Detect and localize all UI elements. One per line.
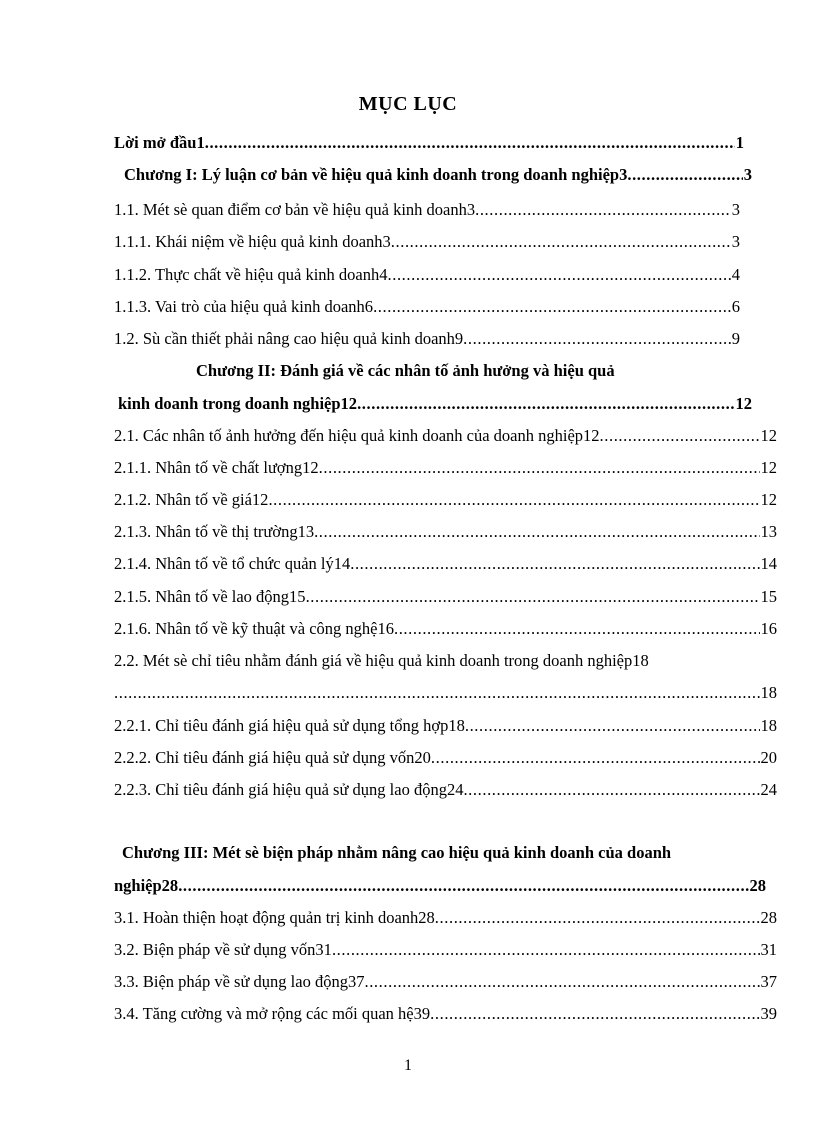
toc-entry-label: 1.1.1. Khái niệm về hiệu quả kinh doanh3	[114, 232, 391, 251]
toc-leader-dots	[431, 748, 760, 768]
toc-leader-dots	[178, 876, 748, 896]
toc-entry-chapter-3[interactable]	[114, 876, 766, 896]
toc-entry-2-2[interactable]	[114, 683, 777, 703]
toc-entry-label: 3.4. Tăng cường và mở rộng các mối quan hệ39	[114, 1004, 431, 1023]
toc-entry-2-1-6[interactable]	[114, 619, 777, 639]
page-number: 1	[404, 1057, 412, 1074]
toc-entry-page: 12	[760, 490, 777, 509]
toc-entry-page: 15	[760, 587, 777, 606]
toc-entry-page: 31	[760, 940, 777, 959]
toc-entry-2-2-3[interactable]	[114, 780, 777, 800]
toc-entry-label: kinh doanh trong doanh nghiệp12	[118, 394, 358, 413]
toc-entry-label: 2.1.4. Nhân tố về tổ chức quản lý14	[114, 554, 351, 573]
toc-leader-dots	[350, 554, 759, 574]
toc-entry-label: Chương I: Lý luận cơ bản về hiệu quả kinh doanh trong doanh nghiệp3	[124, 165, 628, 184]
toc-entry-page: 12	[735, 394, 752, 413]
toc-entry-label: 2.1.2. Nhân tố về giá12	[114, 490, 269, 509]
toc-entry-1-1-3[interactable]	[114, 297, 740, 317]
toc-leader-dots	[627, 165, 742, 185]
toc-entry-2-1-5[interactable]	[114, 587, 777, 607]
toc-entry-label: 2.2.3. Chỉ tiêu đánh giá hiệu quả sử dụng lao động24	[114, 780, 464, 799]
page-title: MỤC LỤC	[358, 93, 458, 115]
toc-entry-chapter-2[interactable]	[118, 394, 752, 414]
toc-entry-label: 3.2. Biện pháp về sử dụng vốn31	[114, 940, 332, 959]
toc-entry-page: 9	[731, 329, 740, 348]
toc-entry-page: 18	[760, 683, 777, 702]
toc-entry-page: 37	[760, 972, 777, 991]
toc-entry-label: 2.2.1. Chỉ tiêu đánh giá hiệu quả sử dụng tổng hợp18	[114, 716, 465, 735]
toc-entry-label: 2.1.5. Nhân tố về lao động15	[114, 587, 306, 606]
toc-leader-dots	[475, 200, 731, 220]
toc-entry-label: 1.2. Sù cần thiết phải nâng cao hiệu quả kinh doanh9	[114, 329, 464, 348]
toc-entry-page: 24	[760, 780, 777, 799]
toc-entry-1-2[interactable]	[114, 329, 740, 349]
toc-entry-page: 28	[760, 908, 777, 927]
toc-entry-3-3[interactable]	[114, 972, 777, 992]
toc-entry-page: 12	[760, 426, 777, 445]
toc-entry-2-2-2[interactable]	[114, 748, 777, 768]
toc-leader-dots	[205, 133, 735, 153]
toc-entry-2-2-line-1[interactable]: 2.2. Mét sè chỉ tiêu nhằm đánh giá về hiệu quả kinh doanh trong doanh nghiệp18	[114, 651, 649, 670]
toc-entry-label: 1.1.3. Vai trò của hiệu quả kinh doanh6	[114, 297, 374, 316]
toc-leader-dots	[332, 940, 760, 960]
toc-entry-label: 2.1.6. Nhân tố về kỹ thuật và công nghệ16	[114, 619, 394, 638]
toc-entry-3-1[interactable]	[114, 908, 777, 928]
toc-entry-page: 3	[743, 165, 752, 184]
toc-entry-preface[interactable]	[114, 133, 744, 153]
toc-leader-dots	[357, 394, 734, 414]
toc-leader-dots	[114, 683, 760, 703]
toc-entry-2-1-3[interactable]	[114, 522, 777, 542]
toc-entry-label: 1.1. Mét sè quan điểm cơ bản về hiệu quả kinh doanh3	[114, 200, 476, 219]
toc-entry-2-1[interactable]	[114, 426, 777, 446]
toc-entry-chapter-2-line-1[interactable]: Chương II: Đánh giá về các nhân tố ảnh hưởng và hiệu quả	[196, 361, 615, 380]
toc-leader-dots	[465, 716, 760, 736]
toc-leader-dots	[463, 329, 731, 349]
toc-entry-page: 3	[731, 232, 740, 251]
toc-entry-label: 2.1.3. Nhân tố về thị trường13	[114, 522, 315, 541]
toc-leader-dots	[435, 908, 760, 928]
toc-entry-chapter-3-line-1[interactable]: Chương III: Mét sè biện pháp nhằm nâng cao hiệu quả kinh doanh của doanh	[122, 843, 672, 862]
toc-leader-dots	[391, 232, 731, 252]
toc-entry-chapter-1[interactable]	[124, 165, 752, 185]
toc-leader-dots	[319, 458, 760, 478]
toc-entry-2-1-1[interactable]	[114, 458, 777, 478]
toc-leader-dots	[268, 490, 759, 510]
toc-leader-dots	[314, 522, 759, 542]
toc-entry-label: 2.1.1. Nhân tố về chất lượng12	[114, 458, 319, 477]
toc-entry-page: 4	[731, 265, 740, 284]
toc-leader-dots	[373, 297, 731, 317]
toc-entry-page: 6	[731, 297, 740, 316]
toc-entry-page: 39	[760, 1004, 777, 1023]
toc-entry-label: Lời mở đầu1	[114, 133, 205, 152]
toc-leader-dots	[463, 780, 759, 800]
toc-entry-page: 20	[760, 748, 777, 767]
toc-leader-dots	[394, 619, 760, 639]
toc-entry-label: 3.1. Hoàn thiện hoạt động quản trị kinh doanh28	[114, 908, 435, 927]
toc-entry-label: 2.2.2. Chỉ tiêu đánh giá hiệu quả sử dụng vốn20	[114, 748, 431, 767]
toc-entry-page: 28	[749, 876, 766, 895]
toc-entry-2-1-4[interactable]	[114, 554, 777, 574]
toc-entry-1-1-2[interactable]	[114, 265, 740, 285]
toc-leader-dots	[306, 587, 760, 607]
toc-entry-1-1[interactable]	[114, 200, 740, 220]
toc-entry-3-2[interactable]	[114, 940, 777, 960]
toc-entry-label: 2.1. Các nhân tố ảnh hưởng đến hiệu quả kinh doanh của doanh nghiệp12	[114, 426, 600, 445]
toc-entry-page: 14	[760, 554, 777, 573]
toc-entry-page: 3	[731, 200, 740, 219]
toc-leader-dots	[430, 1004, 759, 1024]
toc-entry-2-2-1[interactable]	[114, 716, 777, 736]
toc-entry-label: 1.1.2. Thực chất về hiệu quả kinh doanh4	[114, 265, 388, 284]
toc-entry-page: 18	[760, 716, 777, 735]
toc-leader-dots	[600, 426, 760, 446]
toc-entry-3-4[interactable]	[114, 1004, 777, 1024]
toc-entry-page: 1	[735, 133, 744, 152]
toc-entry-label: nghiệp28	[114, 876, 179, 895]
toc-entry-page: 13	[760, 522, 777, 541]
toc-entry-2-1-2[interactable]	[114, 490, 777, 510]
toc-entry-label: 3.3. Biện pháp về sử dụng lao động37	[114, 972, 365, 991]
toc-entry-page: 16	[760, 619, 777, 638]
toc-leader-dots	[388, 265, 731, 285]
toc-entry-page: 12	[760, 458, 777, 477]
toc-leader-dots	[364, 972, 759, 992]
toc-entry-1-1-1[interactable]	[114, 232, 740, 252]
